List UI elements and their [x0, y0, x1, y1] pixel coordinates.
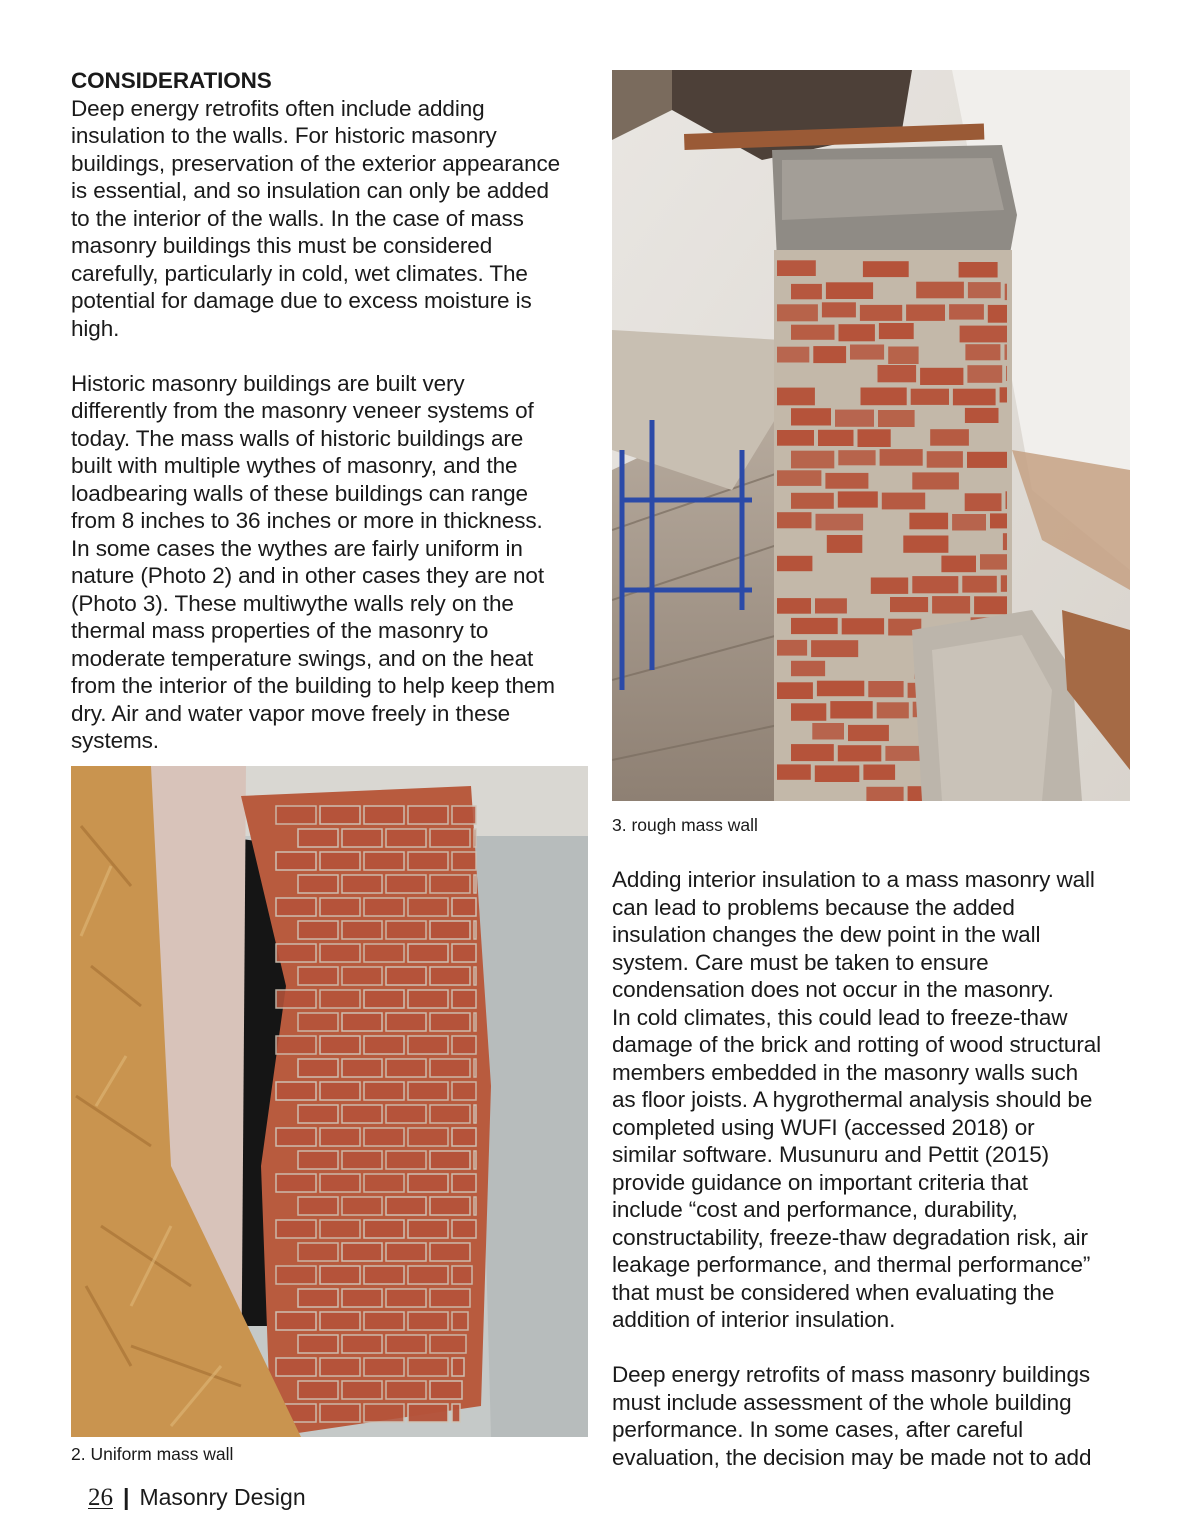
brick [863, 765, 895, 780]
brick [988, 305, 1007, 323]
brick [452, 1128, 476, 1146]
page-footer [88, 1484, 306, 1514]
brick [839, 324, 875, 341]
brick [408, 1128, 448, 1146]
brick [276, 1128, 316, 1146]
brick [777, 470, 821, 486]
brick [932, 596, 970, 613]
brick [408, 1266, 448, 1284]
brick [430, 1059, 470, 1077]
brick [822, 302, 856, 317]
brick [878, 365, 917, 382]
brick [298, 1105, 338, 1123]
brick [276, 1266, 316, 1284]
brick [298, 967, 338, 985]
brick [777, 388, 815, 406]
brick [430, 1243, 470, 1261]
brick [811, 640, 858, 657]
brick [386, 1197, 426, 1215]
text-line: carefully, particularly in cold, wet climates. The [71, 260, 528, 286]
brick [941, 556, 976, 573]
photo-caption-uniform-mass-wall: 2. Uniform mass wall [71, 1444, 234, 1464]
brick [906, 305, 945, 321]
brick [826, 282, 873, 299]
brick [952, 514, 986, 531]
brick [320, 1036, 360, 1054]
brick [949, 304, 984, 319]
paragraph-historic-masonry [71, 370, 596, 755]
brick [882, 493, 925, 510]
brick [342, 1335, 382, 1353]
brick [320, 1128, 360, 1146]
brick [818, 430, 854, 446]
brick [777, 556, 812, 571]
brick [903, 536, 948, 553]
brick [276, 1036, 316, 1054]
brick [967, 365, 1002, 383]
text-line: must include assessment of the whole building [612, 1389, 1072, 1415]
publication-name: Masonry Design [139, 1484, 306, 1510]
brick [858, 429, 891, 447]
brick [452, 1174, 476, 1192]
brick [980, 554, 1007, 569]
text-line: Deep energy retrofits often include adding [71, 95, 485, 121]
text-line: include “cost and performance, durability, [612, 1197, 1018, 1222]
brick [386, 1381, 426, 1399]
rough-mass-wall-illustration [612, 70, 1130, 801]
paragraph-gap [71, 342, 596, 370]
brick [298, 921, 338, 939]
text-line: as floor joists. A hygrothermal analysis should be [612, 1087, 1093, 1112]
brick [838, 491, 878, 507]
text-line: addition of interior insulation. [612, 1307, 896, 1332]
brick [408, 990, 448, 1008]
footer-separator: | [123, 1484, 130, 1510]
brick [364, 806, 404, 824]
brick [791, 744, 834, 761]
brick [320, 1358, 360, 1376]
brick [474, 1197, 476, 1215]
brick [298, 1289, 338, 1307]
brick [430, 875, 470, 893]
brick [386, 875, 426, 893]
brick [1005, 284, 1007, 300]
brick [879, 323, 914, 339]
brick [320, 944, 360, 962]
brick [430, 1013, 470, 1031]
brick [276, 898, 316, 916]
brick [777, 260, 816, 276]
brick [408, 852, 448, 870]
text-line: today. The mass walls of historic buildings are [71, 425, 524, 451]
text-line: buildings, preservation of the exterior appearance [71, 150, 561, 176]
text-line: from 8 inches to 36 inches or more in thickness. [71, 508, 543, 533]
brick [452, 1266, 472, 1284]
brick [777, 598, 811, 614]
left-column-text [71, 67, 596, 755]
brick [430, 1381, 462, 1399]
brick [298, 1243, 338, 1261]
brick [276, 852, 316, 870]
text-line: performance. In some cases, after careful [612, 1417, 1024, 1442]
text-line: is essential, and so insulation can only be added [71, 178, 549, 203]
brick [364, 898, 404, 916]
brick [320, 1266, 360, 1284]
brick [965, 493, 1002, 511]
brick [408, 1174, 448, 1192]
brick [960, 326, 1007, 343]
brick [863, 261, 909, 277]
brick [364, 1036, 404, 1054]
brick [861, 388, 907, 406]
text-line: built with multiple wythes of masonry, and the [71, 453, 518, 478]
brick [777, 640, 807, 656]
brick [430, 829, 470, 847]
brick [452, 1404, 460, 1422]
brick [386, 921, 426, 939]
brick [298, 1197, 338, 1215]
brick [474, 1151, 476, 1169]
brick [813, 346, 846, 363]
brick [888, 347, 918, 365]
brick [364, 1220, 404, 1238]
brick [364, 1082, 404, 1100]
brick [276, 1174, 316, 1192]
brick [965, 344, 1000, 360]
brick [835, 410, 874, 427]
brick [452, 944, 476, 962]
brick [959, 262, 998, 278]
text-line: completed using WUFI (accessed 2018) or [612, 1114, 1035, 1140]
brick [474, 967, 476, 985]
brick [791, 493, 834, 509]
brick [930, 429, 969, 446]
brick [364, 1358, 404, 1376]
brick [920, 368, 963, 385]
right-column-text [612, 866, 1142, 1469]
brick [791, 661, 825, 676]
brick [877, 702, 909, 718]
brick [298, 875, 338, 893]
brick [974, 596, 1007, 614]
brick [342, 829, 382, 847]
brick [364, 990, 404, 1008]
brick [912, 576, 958, 593]
brick [342, 875, 382, 893]
brick [474, 1105, 476, 1123]
brick [777, 682, 813, 699]
text-line: insulation to the walls. For historic masonry [71, 123, 497, 148]
brick [474, 1013, 476, 1031]
brick [386, 1013, 426, 1031]
paragraph-interior-insulation [612, 866, 1142, 1334]
section-heading: CONSIDERATIONS [71, 68, 272, 93]
brick [850, 345, 884, 360]
brick [842, 618, 884, 634]
brick [276, 1358, 316, 1376]
brick [868, 681, 903, 697]
brick [1001, 575, 1007, 592]
text-line: potential for damage due to excess moisture is [71, 288, 532, 313]
brick [364, 1266, 404, 1284]
brick [452, 898, 476, 916]
brick [430, 1105, 470, 1123]
brick [452, 1312, 468, 1330]
brick [927, 451, 963, 468]
brick [364, 1404, 404, 1422]
brick [791, 451, 834, 469]
text-line: moderate temperature swings, and on the heat [71, 645, 534, 671]
brick [430, 1197, 470, 1215]
brick [777, 304, 818, 321]
text-line: condensation does not occur in the masonry. [612, 977, 1054, 1002]
photo-caption-rough-mass-wall: 3. rough mass wall [612, 815, 758, 835]
brick [408, 898, 448, 916]
brick [962, 576, 997, 593]
brick [452, 1036, 476, 1054]
text-line: (Photo 3). These multiwythe walls rely on the [71, 590, 514, 616]
brick [298, 1013, 338, 1031]
brick [866, 787, 903, 801]
text-line: masonry buildings this must be considered [71, 233, 493, 258]
text-line: similar software. Musunuru and Pettit (2015) [612, 1142, 1050, 1167]
brick [452, 990, 476, 1008]
brick [953, 389, 996, 406]
brick [430, 1151, 470, 1169]
brick [452, 1220, 476, 1238]
text-line: that must be considered when evaluating the [612, 1279, 1055, 1305]
brick [474, 1059, 476, 1077]
brick [320, 852, 360, 870]
brick [276, 1082, 316, 1100]
brick [911, 389, 949, 405]
brick [474, 829, 476, 847]
brick [968, 282, 1001, 298]
brick [827, 535, 863, 553]
text-line: In some cases the wythes are fairly uniform in [71, 535, 523, 561]
brick [871, 578, 908, 594]
brick [364, 852, 404, 870]
brick [342, 1197, 382, 1215]
brick [791, 703, 826, 721]
text-line: to the interior of the walls. In the case of mass [71, 205, 524, 231]
brick [848, 725, 889, 741]
text-line: nature (Photo 2) and in other cases they are not [71, 563, 544, 588]
text-line: Historic masonry buildings are built very [71, 370, 465, 396]
text-line: evaluation, the decision may be made not to add [612, 1444, 1092, 1469]
brick [777, 512, 812, 528]
brick [791, 408, 831, 425]
brick [408, 1036, 448, 1054]
uniform-mass-wall-illustration [71, 766, 588, 1437]
brick [791, 325, 835, 340]
brick [1006, 366, 1007, 381]
brick [386, 1059, 426, 1077]
brick [342, 1059, 382, 1077]
brick [408, 806, 448, 824]
brick [812, 723, 844, 740]
text-line: damage of the brick and rotting of wood structural [612, 1032, 1102, 1057]
brick [430, 1289, 470, 1307]
text-line: thermal mass properties of the masonry to [71, 618, 489, 643]
brick [342, 921, 382, 939]
text-line: system. Care must be taken to ensure [612, 949, 989, 975]
brick [967, 452, 1007, 468]
brick [990, 513, 1007, 528]
paragraph-considerations [71, 95, 596, 343]
brick [408, 1220, 448, 1238]
brick [474, 875, 476, 893]
brick [815, 598, 847, 613]
text-line: from the interior of the building to help keep them [71, 673, 555, 698]
brick [838, 745, 882, 761]
text-line: high. [71, 315, 120, 341]
uniform-brick-courses [276, 806, 476, 1422]
brick [320, 990, 360, 1008]
brick [816, 514, 864, 531]
text-line: provide guidance on important criteria that [612, 1169, 1028, 1195]
brick [298, 1381, 338, 1399]
brick [1005, 344, 1008, 360]
brick [342, 1105, 382, 1123]
brick [408, 1358, 448, 1376]
brick [777, 764, 811, 779]
brick [386, 1289, 426, 1307]
text-line: constructability, freeze-thaw degradation risk, air [612, 1224, 1088, 1250]
brick [386, 1105, 426, 1123]
brick [474, 921, 476, 939]
brick [777, 347, 809, 363]
brick [342, 1381, 382, 1399]
brick [320, 1312, 360, 1330]
brick [430, 1335, 466, 1353]
brick [880, 449, 923, 466]
brick [1000, 387, 1007, 402]
brick [320, 898, 360, 916]
text-line: systems. [71, 728, 159, 753]
brick [791, 284, 822, 299]
brick [430, 921, 470, 939]
text-line: can lead to problems because the added [612, 894, 1015, 920]
text-line: Adding interior insulation to a mass masonry wall [612, 867, 1095, 892]
photo-uniform-mass-wall [71, 766, 588, 1437]
brick [890, 597, 928, 612]
text-line: insulation changes the dew point in the wall [612, 922, 1041, 947]
brick [878, 410, 915, 427]
page-number: 26 [88, 1484, 113, 1511]
brick [320, 1174, 360, 1192]
brick [1006, 491, 1008, 509]
brick [298, 829, 338, 847]
brick [965, 408, 999, 423]
text-line: members embedded in the masonry walls such [612, 1059, 1079, 1085]
brick [860, 305, 902, 321]
brick [276, 990, 316, 1008]
text-line: differently from the masonry veneer systems of [71, 398, 534, 423]
brick [298, 1059, 338, 1077]
brick [791, 618, 838, 634]
brick [364, 944, 404, 962]
text-line: In cold climates, this could lead to freeze-thaw [612, 1004, 1068, 1030]
brick [276, 944, 316, 962]
text-line: leakage performance, and thermal performance” [612, 1252, 1091, 1277]
brick [386, 1151, 426, 1169]
brick [320, 1220, 360, 1238]
brick [916, 282, 964, 299]
brick [342, 1243, 382, 1261]
brick [452, 852, 476, 870]
brick [342, 1151, 382, 1169]
brick [452, 1358, 464, 1376]
brick [276, 1220, 316, 1238]
brick [386, 1243, 426, 1261]
brick [386, 967, 426, 985]
brick [320, 1082, 360, 1100]
brick [452, 1082, 476, 1100]
brick [408, 1082, 448, 1100]
brick [364, 1312, 404, 1330]
brick [408, 1312, 448, 1330]
brick [386, 829, 426, 847]
brick [298, 1335, 338, 1353]
paragraph-gap [612, 1334, 1142, 1362]
brick [408, 944, 448, 962]
brick [909, 513, 948, 530]
brick [298, 1151, 338, 1169]
brick [817, 681, 864, 697]
brick [386, 1335, 426, 1353]
brick [838, 450, 875, 465]
brick [342, 1013, 382, 1031]
brick [912, 472, 959, 489]
brick [276, 1312, 316, 1330]
brick [825, 473, 868, 489]
brick [320, 806, 360, 824]
brick [320, 1404, 360, 1422]
text-line: loadbearing walls of these buildings can range [71, 480, 528, 506]
brick [815, 765, 860, 782]
brick [342, 1289, 382, 1307]
brick [1003, 533, 1007, 550]
brick [430, 967, 470, 985]
brick [408, 1404, 448, 1422]
brick [276, 806, 316, 824]
text-line: Deep energy retrofits of mass masonry buildings [612, 1362, 1091, 1387]
brick [364, 1174, 404, 1192]
brick [777, 430, 814, 446]
paragraph-deep-energy-retrofits [612, 1361, 1142, 1469]
brick [342, 967, 382, 985]
photo-rough-mass-wall [612, 70, 1130, 801]
brick [452, 806, 476, 824]
brick [830, 701, 872, 718]
text-line: dry. Air and water vapor move freely in these [71, 700, 511, 726]
brick [364, 1128, 404, 1146]
